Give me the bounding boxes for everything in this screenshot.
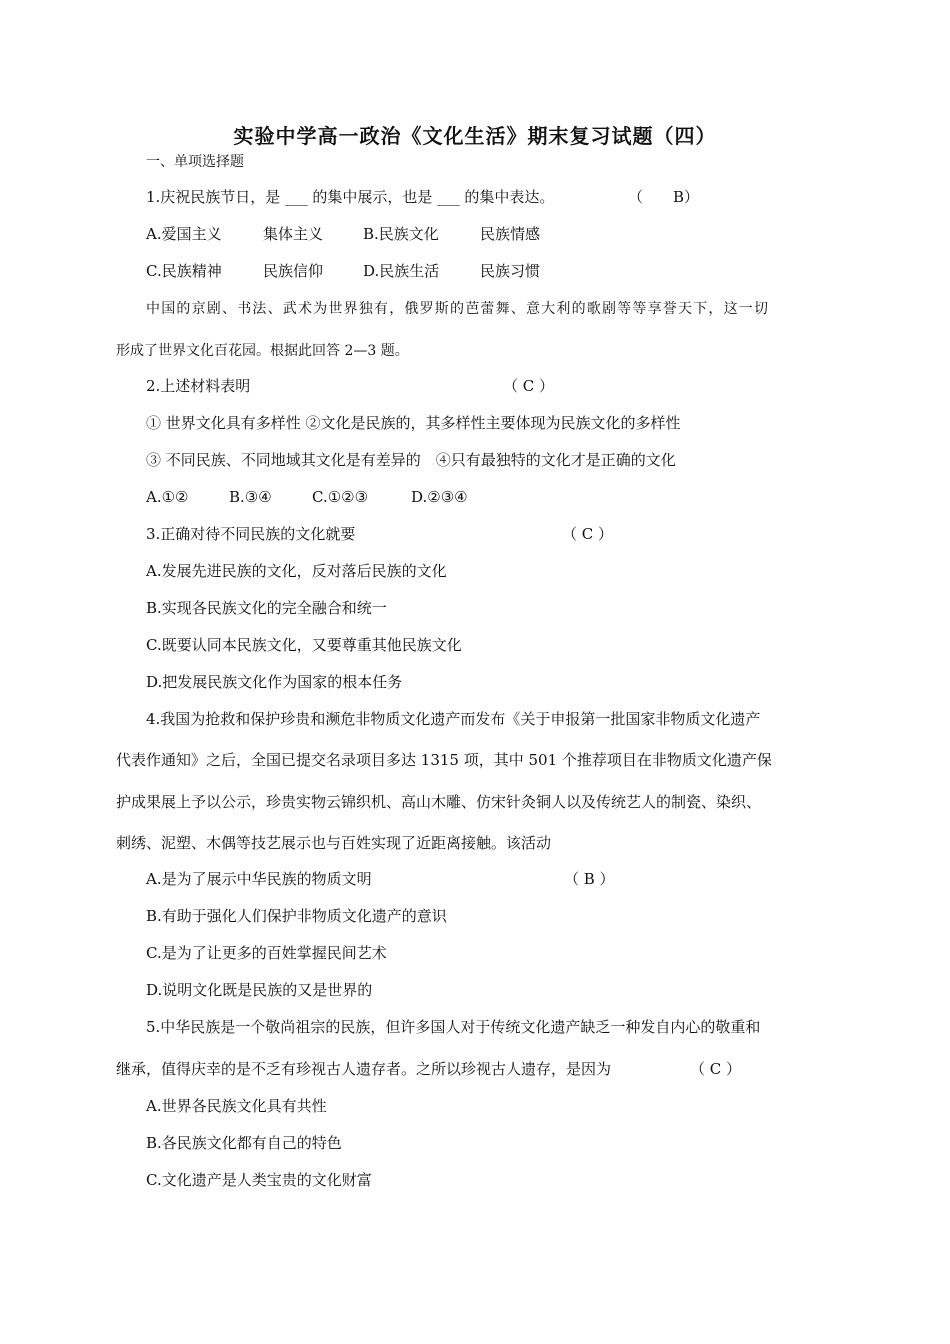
option-c-part-2: 民族信仰: [263, 262, 324, 280]
material-line-2: 形成了世界文化百花园。根据此回答 2—3 题。: [116, 343, 409, 359]
option-c: C.民族精神: [146, 262, 222, 280]
question-4-option-c: C.是为了让更多的百姓掌握民间艺术: [146, 944, 387, 962]
option-b-part-2: 民族情感: [480, 225, 541, 243]
material-line-1: 中国的京剧、书法、武术为世界独有，俄罗斯的芭蕾舞、意大利的歌剧等等享誉天下，这一切: [146, 301, 770, 317]
question-4-option-b: B.有助于强化人们保护非物质文化遗产的意识: [146, 907, 447, 925]
question-4-line-2: 代表作通知》之后，全国已提交名录项目多达 1315 项，其中 501 个推荐项目在非物质文化遗产保: [116, 751, 772, 769]
question-3-option-b: B.实现各民族文化的完全融合和统一: [146, 599, 387, 617]
question-3-answer: （ C ）: [562, 525, 614, 543]
option-a: A.爱国主义: [146, 225, 222, 243]
question-2-answer: （ C ）: [503, 377, 555, 395]
question-1-options-row-1: [146, 224, 540, 244]
question-2-options: [146, 487, 468, 507]
question-2-stem: 2.上述材料表明: [146, 377, 251, 395]
question-5-line-2: 继承，值得庆幸的是不乏有珍视古人遗存者。之所以珍视古人遗存，是因为: [116, 1060, 612, 1078]
option-a: A.①②: [146, 488, 189, 506]
question-4-option-d: D.说明文化既是民族的又是世界的: [146, 981, 373, 999]
option-d: D.民族生活: [363, 262, 440, 280]
option-b: B.民族文化: [363, 225, 439, 243]
question-3-stem: 3.正确对待不同民族的文化就要: [146, 525, 356, 543]
question-3-option-a: A.发展先进民族的文化，反对落后民族的文化: [146, 562, 447, 580]
question-2-statement-1: ① 世界文化具有多样性 ②文化是民族的，其多样性主要体现为民族文化的多样性: [146, 414, 681, 432]
question-4-line-3: 护成果展上予以公示，珍贵实物云锦织机、高山木雕、仿宋针灸铜人以及传统艺人的制瓷、染织、: [116, 793, 762, 811]
question-5-answer: （ C ）: [690, 1060, 742, 1078]
question-3-option-c: C.既要认同本民族文化，又要尊重其他民族文化: [146, 636, 462, 654]
question-4-line-4: 刺绣、泥塑、木偶等技艺展示也与百姓实现了近距离接触。该活动: [116, 834, 552, 852]
question-4-option-a: A.是为了展示中华民族的物质文明: [146, 870, 372, 888]
question-1-answer: （ B）: [628, 188, 700, 206]
question-2-statement-2: ③ 不同民族、不同地域其文化是有差异的 ④只有最独特的文化才是正确的文化: [146, 451, 676, 469]
question-4-answer: （ B ）: [564, 870, 615, 888]
option-d-part-2: 民族习惯: [480, 262, 541, 280]
question-5-option-a: A.世界各民族文化具有共性: [146, 1097, 327, 1115]
question-5-line-1: 5.中华民族是一个敬尚祖宗的民族，但许多国人对于传统文化遗产缺乏一种发自内心的敬重和: [146, 1018, 761, 1036]
question-1-options-row-2: [146, 261, 540, 281]
question-4-line-1: 4.我国为抢救和保护珍贵和濒危非物质文化遗产而发布《关于申报第一批国家非物质文化遗产: [146, 710, 761, 728]
option-b: B.③④: [229, 488, 272, 506]
option-c: C.①②③: [312, 488, 369, 506]
question-5-option-b: B.各民族文化都有自己的特色: [146, 1134, 342, 1152]
section-heading: 一、单项选择题: [146, 154, 244, 170]
option-d: D.②③④: [411, 488, 468, 506]
option-a-part-2: 集体主义: [263, 225, 324, 243]
question-1-stem: 1.庆祝民族节日，是 ___ 的集中展示，也是 ___ 的集中表达。: [146, 188, 555, 206]
question-3-option-d: D.把发展民族文化作为国家的根本任务: [146, 673, 403, 691]
question-5-option-c: C.文化遗产是人类宝贵的文化财富: [146, 1171, 372, 1189]
page-title: 实验中学高一政治《文化生活》期末复习试题（四）: [233, 124, 717, 148]
